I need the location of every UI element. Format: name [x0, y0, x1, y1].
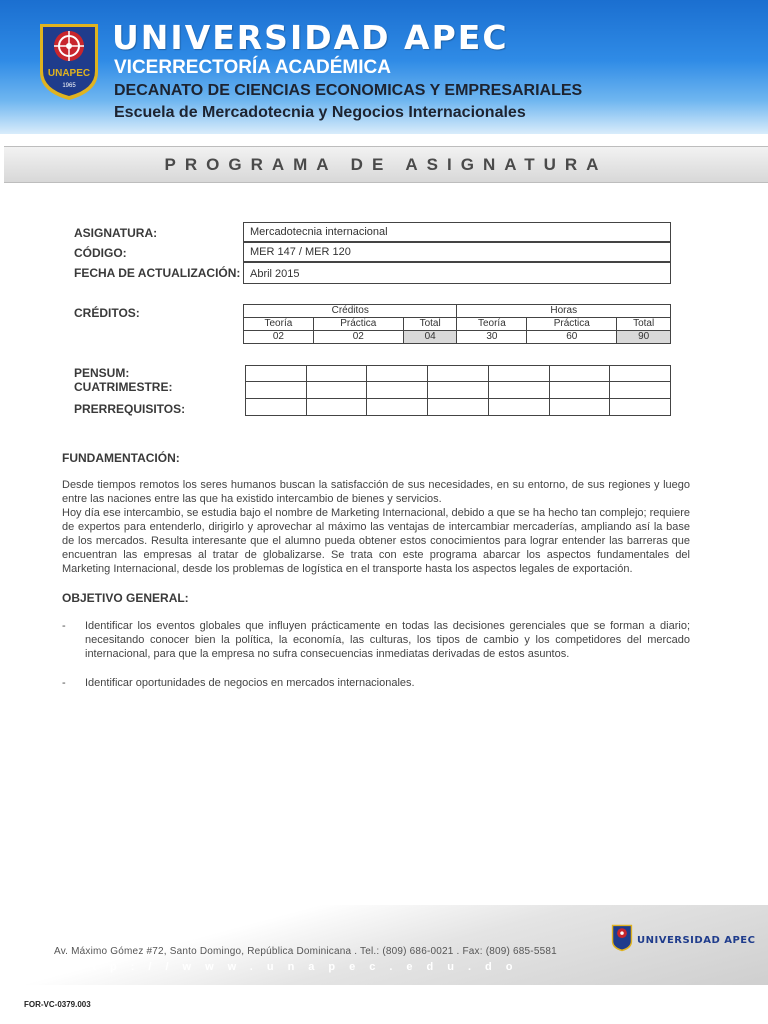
unapec-shield-small-logo — [611, 924, 633, 952]
decanato-title: DECANATO DE CIENCIAS ECONOMICAS Y EMPRESARIALES — [114, 82, 583, 99]
col-total-horas: Total — [617, 318, 671, 331]
university-name: UNIVERSIDAD APEC — [112, 18, 509, 57]
col-total: Total — [403, 318, 457, 331]
codigo-label: CÓDIGO: — [74, 246, 127, 260]
hours-group-header: Horas — [457, 305, 671, 318]
program-title: PROGRAMA DE ASIGNATURA — [164, 155, 608, 174]
codigo-field: MER 147 / MER 120 — [243, 242, 671, 262]
asignatura-label: ASIGNATURA: — [74, 226, 158, 240]
objetivo-bullet-2-text: Identificar oportunidades de negocios en mercados internacionales. — [85, 677, 415, 689]
fundamentacion-title: FUNDAMENTACIÓN: — [62, 451, 180, 465]
prerrequisitos-label: PRERREQUISITOS: — [74, 402, 186, 416]
bullet-dash: - — [62, 620, 66, 632]
footer-address: Av. Máximo Gómez #72, Santo Domingo, República Dominicana . Tel.: (809) 686-0021 . Fax: (809) 685-5581 — [54, 946, 557, 957]
creditos-practica-value: 02 — [313, 331, 403, 344]
fundamentacion-paragraph-1: Desde tiempos remotos los seres humanos buscan la satisfacción de sus necesidades, en su entorno, de sus regiones y luego entre las naciones entre las que ha existido intercambio de bienes y servicios. — [62, 479, 690, 505]
credits-table — [243, 304, 671, 344]
program-banner — [4, 146, 768, 183]
pensum-label: PENSUM: — [74, 366, 130, 380]
logo-text: UNAPEC — [47, 68, 91, 79]
col-practica-horas: Práctica — [527, 318, 617, 331]
pensum-grid — [245, 365, 671, 416]
form-code: FOR-VC-0379.003 — [24, 1000, 91, 1009]
objetivo-title: OBJETIVO GENERAL: — [62, 591, 189, 605]
horas-total-value: 90 — [617, 331, 671, 344]
bullet-dash: - — [62, 677, 66, 689]
fecha-label: FECHA DE ACTUALIZACIÓN: — [74, 266, 241, 280]
horas-teoria-value: 30 — [457, 331, 527, 344]
col-practica: Práctica — [313, 318, 403, 331]
creditos-label: CRÉDITOS: — [74, 306, 140, 320]
logo-year: 1965 — [62, 83, 76, 89]
col-teoria-horas: Teoría — [457, 318, 527, 331]
vicerrectoria-title: VICERRECTORÍA ACADÉMICA — [114, 57, 391, 78]
objetivo-bullet-1-text: Identificar los eventos globales que influyen prácticamente en todas las decisiones gerenciales que se forman a diario; necesitando conocer bien la política, la economía, las culturas, los tipos de cambio y los competidores del mercado internacional, para que la empresa no sufra consecuencias inmediatas derivadas de estos asuntos. — [85, 620, 690, 660]
creditos-teoria-value: 02 — [244, 331, 314, 344]
cuatrimestre-label: CUATRIMESTRE: — [74, 380, 173, 394]
asignatura-field: Mercadotecnia internacional — [243, 222, 671, 242]
fundamentacion-paragraph-2: Hoy día ese intercambio, se estudia bajo el nombre de Marketing Internacional, debido a que se ha hecho tan complejo; requiere de expertos para entenderlo, dirigirlo y aprovechar al máximo las ventajas de intercambiar mercaderías, ampliando así la base de los mercados. Resulta interesante que el alumno pueda obtener estos conocimientos para lograr entender las barreras que encuentran las empresas al tratar de globalizarse. Se trata con este programa abarcar los aspectos fundamentales del Marketing Internacional, desde los problemas de logística en el transporte hasta los aspectos legales de exportación. — [62, 507, 690, 575]
escuela-title: Escuela de Mercadotecnia y Negocios Internacionales — [114, 104, 526, 121]
fecha-field: Abril 2015 — [243, 262, 671, 284]
unapec-shield-logo — [38, 22, 100, 102]
credits-group-header: Créditos — [244, 305, 457, 318]
col-teoria: Teoría — [244, 318, 314, 331]
horas-practica-value: 60 — [527, 331, 617, 344]
footer-website: http://www.unapec.edu.do — [54, 961, 527, 973]
creditos-total-value: 04 — [403, 331, 457, 344]
footer-university-name: UNIVERSIDAD APEC — [637, 935, 756, 946]
